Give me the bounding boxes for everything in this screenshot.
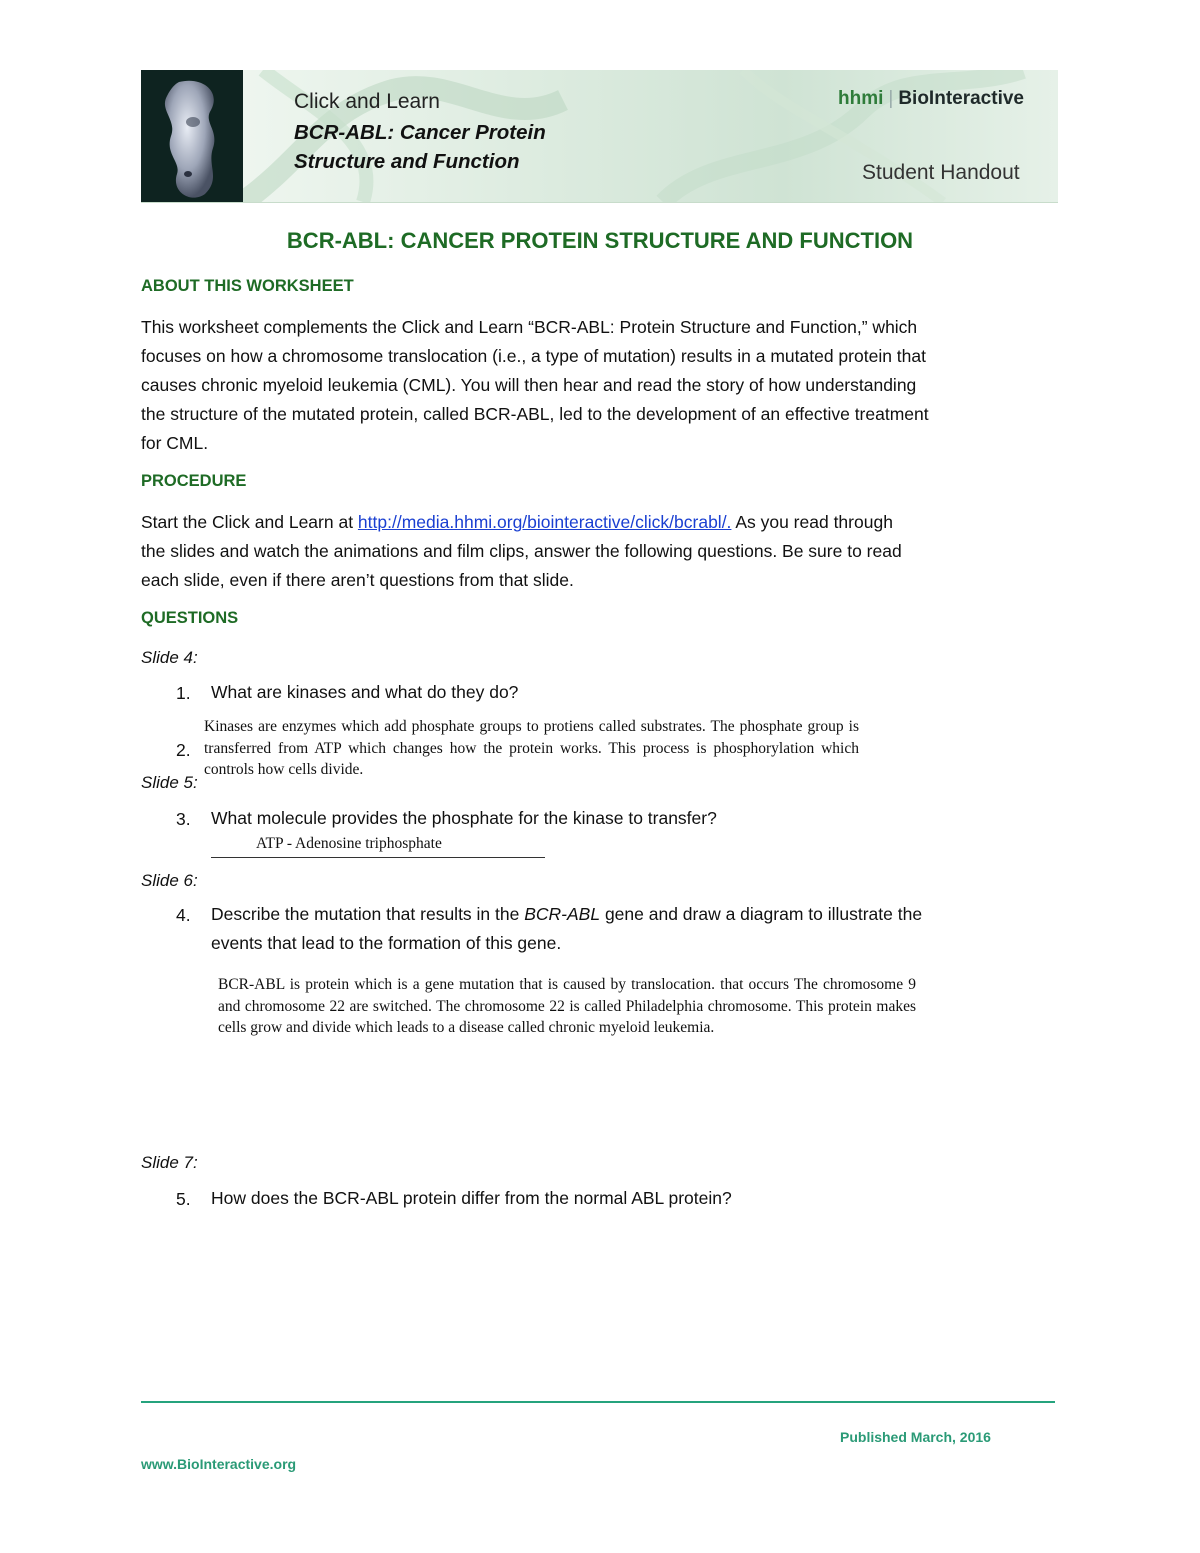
question-3-answer[interactable]: ATP - Adenosine triphosphate — [256, 835, 442, 852]
question-4-answer[interactable]: BCR-ABL is protein which is a gene mutation that is caused by translocation. that occurs The chromosome 9 and chromosome 22 are switched. The chromosome 22 is called Philadelphia chromosome. This protein makes cells grow and divide which leads to a disease called chronic myeloid leukemia. — [218, 976, 916, 1036]
about-line-3: causes chronic myeloid leukemia (CML). You will then hear and read the story of how understanding — [141, 375, 917, 395]
procedure-suffix: As you read through — [731, 512, 893, 532]
question-2-number: 2. — [176, 740, 191, 760]
logo-hhmi: hhmi — [838, 88, 884, 109]
question-3-number: 3. — [176, 809, 191, 829]
about-line-5: for CML. — [141, 433, 209, 453]
hhmi-biointeractive-logo — [838, 88, 1024, 110]
slide-7-label: Slide 7: — [141, 1153, 198, 1172]
question-4-line-2: events that lead to the formation of this gene. — [211, 933, 562, 953]
question-5-text: How does the BCR-ABL protein differ from the normal ABL protein? — [211, 1188, 732, 1208]
about-line-2: focuses on how a chromosome translocation (i.e., a type of mutation) results in a mutated protein that — [141, 346, 926, 366]
procedure-paragraph — [141, 508, 1066, 595]
question-4-suffix: gene and draw a diagram to illustrate the — [600, 904, 923, 924]
about-line-1: This worksheet complements the Click and Learn “BCR-ABL: Protein Structure and Function,” which — [141, 317, 918, 337]
question-1-text: What are kinases and what do they do? — [211, 682, 519, 702]
procedure-line-3: each slide, even if there aren’t questions from that slide. — [141, 570, 574, 590]
about-line-4: the structure of the mutated protein, called BCR-ABL, led to the development of an effective treatment — [141, 404, 929, 424]
footer-website-link[interactable]: www.BioInteractive.org — [141, 1456, 297, 1472]
document-title: BCR-ABL: CANCER PROTEIN STRUCTURE AND FUNCTION — [286, 228, 914, 253]
banner-title-line2: Structure and Function — [294, 150, 520, 173]
about-paragraph — [141, 313, 1066, 458]
procedure-prefix: Start the Click and Learn at — [141, 512, 358, 532]
question-5-number: 5. — [176, 1189, 191, 1209]
question-3-text: What molecule provides the phosphate for the kinase to transfer? — [211, 808, 717, 828]
protein-structure-image — [141, 70, 243, 202]
question-1-number: 1. — [176, 683, 191, 703]
published-date: Published March, 2016 — [840, 1429, 991, 1445]
click-and-learn-link[interactable]: http://media.hhmi.org/biointeractive/click/bcrabl/. — [357, 512, 732, 532]
logo-biointeractive: BioInteractive — [898, 88, 1024, 109]
question-4-number: 4. — [176, 905, 191, 925]
procedure-line-1 — [141, 508, 1066, 537]
questions-heading: QUESTIONS — [141, 609, 239, 627]
slide-4-label: Slide 4: — [141, 648, 198, 667]
answer-blank-line — [211, 857, 545, 858]
question-4-gene: BCR-ABL — [524, 904, 601, 924]
question-4-prefix: Describe the mutation that results in the — [211, 904, 525, 924]
about-heading: ABOUT THIS WORKSHEET — [141, 277, 354, 295]
student-handout-label: Student Handout — [862, 161, 1020, 184]
logo-separator: | — [888, 88, 894, 109]
footer-divider — [141, 1401, 1055, 1403]
question-4-text — [211, 900, 1071, 958]
procedure-line-2: the slides and watch the animations and film clips, answer the following questions. Be sure to read — [141, 541, 902, 561]
banner-click-and-learn: Click and Learn — [294, 90, 440, 113]
slide-5-label: Slide 5: — [141, 773, 198, 792]
question-1-answer[interactable]: Kinases are enzymes which add phosphate groups to protiens called substrates. The phosphate group is transferred from ATP which changes how the protein works. This process is phosphorylation which controls how cells divide. — [204, 718, 859, 778]
banner-title-line1: BCR-ABL: Cancer Protein — [294, 121, 546, 144]
question-4-line-1 — [211, 900, 1071, 929]
procedure-heading: PROCEDURE — [141, 472, 247, 490]
banner-title — [294, 118, 546, 176]
slide-6-label: Slide 6: — [141, 871, 198, 890]
